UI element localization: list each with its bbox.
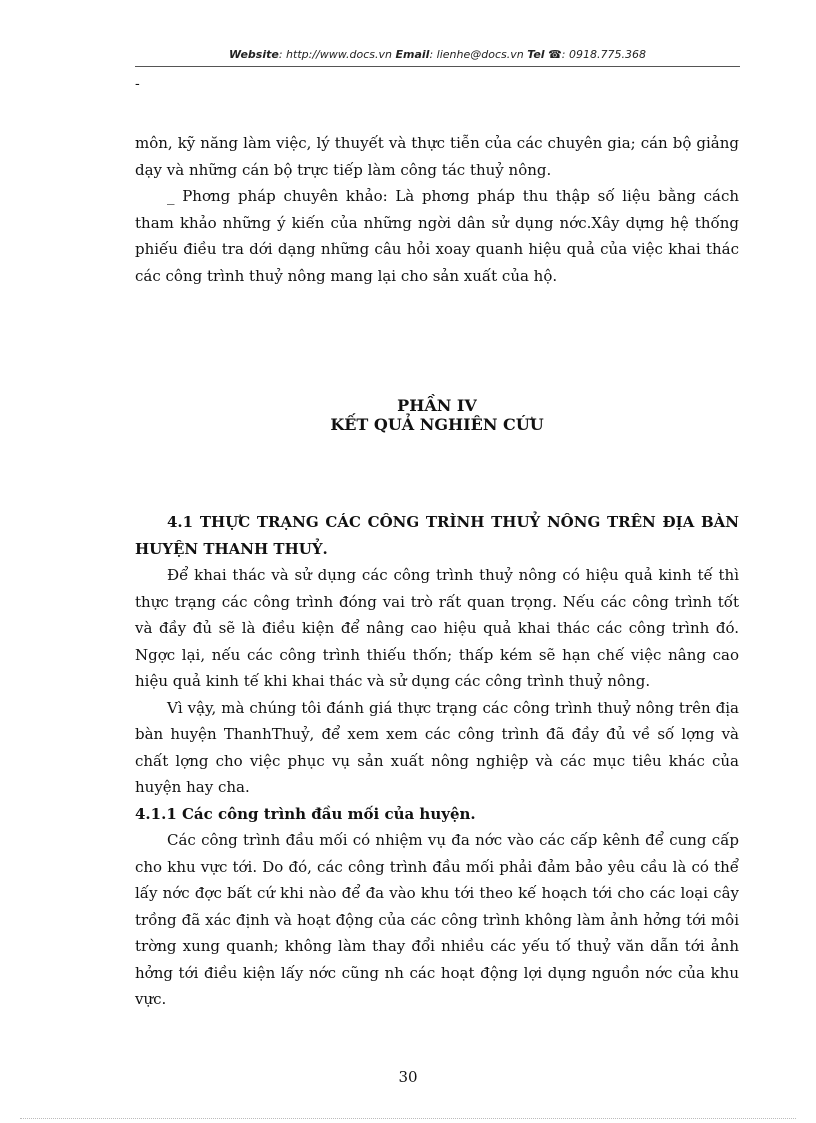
section-4-1-1-paragraph-1: Các công trình đầu mối có nhiệm vụ đa nớc vào các cấp kênh để cung cấp cho khu vực tới. Do đó, các công trình đầu mối phải đảm bảo yêu cầu là có thể lấy nớc đợc bất cứ khi nào để đa vào khu tới theo kế hoạch tới cho các loại cây trồng đã xác định và hoạt động của các công trình không làm ảnh hởng tới môi trờng xung quanh; không làm thay đổi nhiều các yếu tố thuỷ văn dẫn tới ảnh hởng tới điều kiện lấy nớc cũng nh các hoạt động lợi dụng nguồn nớc của khu vực. <box>135 831 739 1008</box>
header-divider <box>135 66 740 67</box>
section-4-1 <box>135 509 739 1013</box>
page-header <box>135 48 740 61</box>
part-title <box>135 396 739 434</box>
telephone-icon: ☎ <box>548 48 562 61</box>
tel-value: : 0918.775.368 <box>561 48 646 61</box>
tel-label: Tel <box>527 48 545 61</box>
section-4-1-heading: 4.1 THỰC TRẠNG CÁC CÔNG TRÌNH THUỶ NÔNG TRÊN ĐỊA BÀN HUYỆN THANH THUỶ. <box>135 513 739 558</box>
email-value: : lienhe@docs.vn <box>429 48 524 61</box>
website-value: : http://www.docs.vn <box>278 48 393 61</box>
part-number: PHẦN IV <box>397 396 477 415</box>
part-heading: KẾT QUẢ NGHIÊN CỨU <box>330 415 544 434</box>
intro-text <box>135 130 739 289</box>
page-bottom-border <box>20 1118 796 1119</box>
intro-paragraph-1: môn, kỹ năng làm việc, lý thuyết và thực tiễn của các chuyên gia; cán bộ giảng dạy và những cán bộ trực tiếp làm công tác thuỷ nông. <box>135 134 739 179</box>
section-4-1-1-heading: 4.1.1 Các công trình đầu mối của huyện. <box>135 804 476 823</box>
website-label: Website <box>229 48 279 61</box>
dash-mark: - <box>135 76 140 92</box>
section-4-1-paragraph-1: Để khai thác và sử dụng các công trình thuỷ nông có hiệu quả kinh tế thì thực trạng các công trình đóng vai trò rất quan trọng. Nếu các công trình tốt và đầy đủ sẽ là điều kiện để nâng cao hiệu quả khai thác các công trình đó. Ngợc lại, nếu các công trình thiếu thốn; thấp kém sẽ hạn chế việc nâng cao hiệu quả kinh tế khi khai thác và sử dụng các công trình thuỷ nông. <box>135 566 739 690</box>
intro-paragraph-2: _ Phơng pháp chuyên khảo: Là phơng pháp thu thập số liệu bằng cách tham khảo những ý kiến của những ngời dân sử dụng nớc.Xây dựng hệ thống phiếu điều tra dới dạng những câu hỏi xoay quanh hiệu quả của việc khai thác các công trình thuỷ nông mang lại cho sản xuất của hộ. <box>135 187 739 285</box>
section-4-1-paragraph-2: Vì vậy, mà chúng tôi đánh giá thực trạng các công trình thuỷ nông trên địa bàn huyện ThanhThuỷ, để xem xem các công trình đã đầy đủ về số lợng và chất lợng cho việc phục vụ sản xuất nông nghiệp và các mục tiêu khác của huyện hay cha. <box>135 698 739 796</box>
email-label: Email <box>395 48 430 61</box>
page-number: 30 <box>398 1068 418 1086</box>
